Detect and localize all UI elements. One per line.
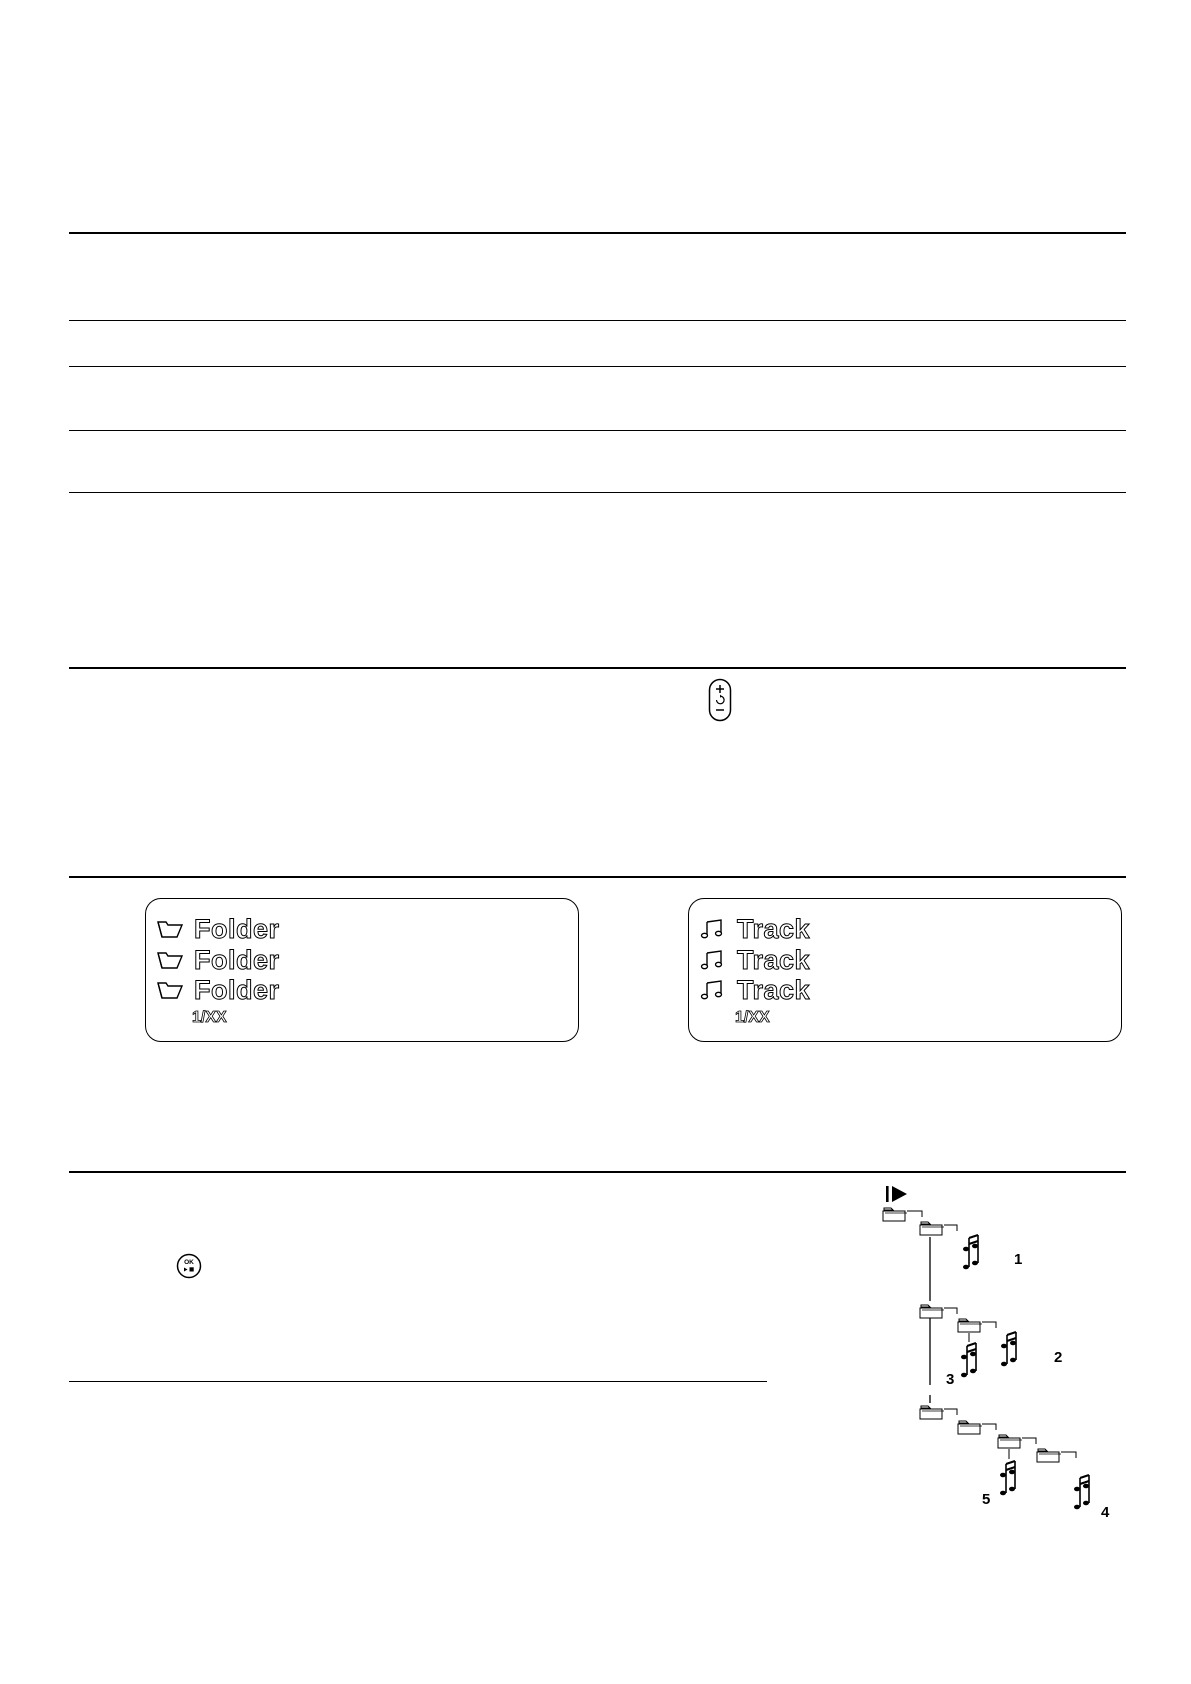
- ok-play-stop-icon: [176, 1253, 202, 1284]
- music-note-icon: [699, 917, 727, 941]
- track-name: Track: [737, 944, 811, 975]
- folder-name: Folder: [194, 913, 280, 944]
- folder-icon: [920, 1222, 944, 1235]
- folder-icon: [883, 1208, 907, 1221]
- list-item: [156, 914, 280, 944]
- folder-icon: [958, 1421, 982, 1434]
- music-note-icon: [699, 948, 727, 972]
- track-order-number: 1: [1014, 1251, 1023, 1268]
- music-notes-icon: [1000, 1461, 1015, 1495]
- section-divider: [69, 667, 1126, 669]
- music-notes-icon: [1001, 1332, 1016, 1366]
- section-divider: [69, 1381, 767, 1382]
- music-notes-icon: [963, 1235, 978, 1269]
- list-item: [156, 975, 280, 1005]
- section-divider: [69, 430, 1126, 431]
- track-order-number: 4: [1101, 1504, 1110, 1521]
- folder-list-display: [145, 898, 579, 1042]
- list-item: [699, 975, 810, 1005]
- section-divider: [69, 320, 1126, 321]
- section-divider: [69, 366, 1126, 367]
- section-divider: [69, 1171, 1126, 1173]
- rotary-plus-minus-icon: [708, 678, 732, 727]
- section-divider: [69, 492, 1126, 493]
- track-order-number: 5: [982, 1491, 991, 1508]
- folder-icon: [920, 1406, 944, 1419]
- folder-icon: [156, 948, 184, 972]
- item-counter: 1/XX: [735, 1009, 770, 1026]
- folder-icon: [958, 1319, 982, 1332]
- music-notes-icon: [1074, 1475, 1089, 1509]
- list-item: [699, 945, 810, 975]
- track-order-number: 2: [1054, 1349, 1063, 1366]
- section-divider: [69, 876, 1126, 878]
- folder-icon: [1037, 1449, 1061, 1462]
- folder-name: Folder: [194, 974, 280, 1005]
- svg-text:OK: OK: [184, 1259, 194, 1266]
- folder-icon: [920, 1305, 944, 1318]
- track-name: Track: [737, 913, 811, 944]
- list-item: [699, 914, 810, 944]
- track-name: Track: [737, 974, 811, 1005]
- music-notes-icon: [961, 1343, 976, 1377]
- section-divider: [69, 232, 1126, 234]
- folder-name: Folder: [194, 944, 280, 975]
- item-counter: 1/XX: [192, 1009, 227, 1026]
- track-list-display: [688, 898, 1122, 1042]
- folder-icon: [156, 917, 184, 941]
- list-item: [156, 945, 280, 975]
- music-note-icon: [699, 978, 727, 1002]
- folder-icon: [156, 978, 184, 1002]
- track-order-number: 3: [946, 1371, 955, 1388]
- folder-icon: [998, 1435, 1022, 1448]
